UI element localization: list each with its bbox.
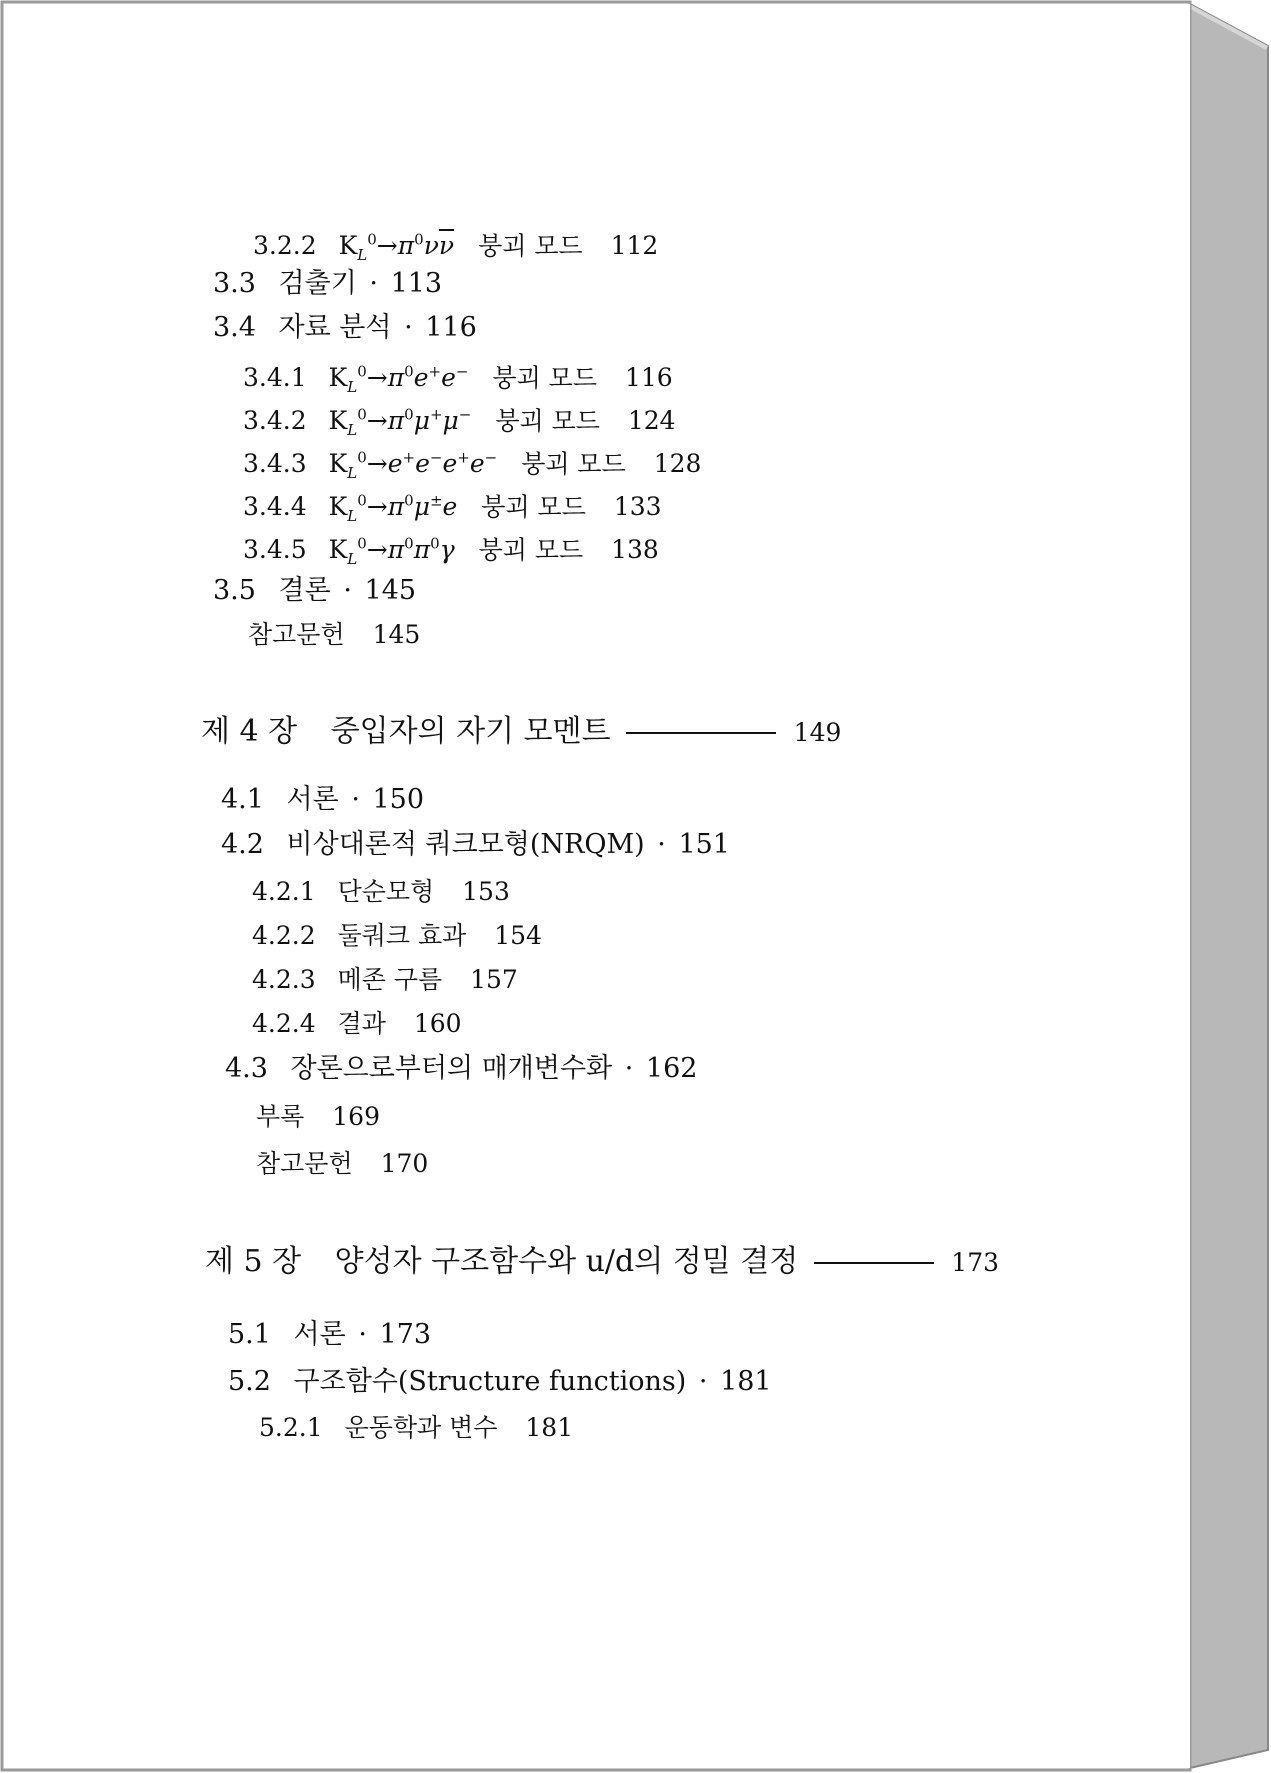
toc-entry-3-3: [213, 268, 442, 300]
chapter-number: 제 4 장: [201, 714, 298, 749]
toc-chapter-4: [201, 716, 841, 749]
formula: $K_L^0\to e^+e^-e^+e^-$: [328, 449, 498, 483]
page-number: 150: [372, 784, 425, 815]
page-number: 116: [624, 363, 673, 393]
toc-entry-3-5: [213, 575, 416, 607]
section-number: 4.2.3: [252, 965, 316, 994]
section-title: 붕괴 모드: [481, 492, 586, 522]
section-number: 3.5: [213, 575, 256, 606]
section-number: 4.2.2: [252, 921, 316, 950]
toc-entry-3-4-2: [243, 399, 676, 446]
section-number: 3.4.1: [243, 363, 307, 393]
section-title: 부록: [256, 1102, 305, 1131]
page-number: 153: [462, 877, 510, 906]
page-number: 133: [613, 492, 662, 522]
section-number: 4.2: [221, 829, 264, 860]
section-title: 참고문헌: [248, 620, 345, 649]
section-title: 붕괴 모드: [521, 449, 626, 479]
toc-entry-4-2-2: [252, 920, 542, 952]
page-number: 160: [413, 1009, 462, 1038]
section-number: 5.2: [228, 1366, 271, 1397]
page-number: 169: [332, 1102, 380, 1131]
toc-entry-3-4-3: [243, 442, 701, 489]
page-number: 124: [627, 406, 676, 436]
section-title: 결과: [337, 1009, 386, 1038]
separator: ·: [657, 829, 666, 860]
formula: $K_L^0\to\pi^0\nu\overline{\nu}$: [338, 231, 455, 265]
section-title: 자료 분석: [278, 312, 392, 343]
page-number: 113: [390, 268, 443, 299]
section-title: 메존 구름: [337, 965, 443, 994]
page-number: 157: [470, 965, 518, 994]
toc-entry-3-4-1: [243, 356, 673, 403]
section-title: 참고문헌: [256, 1149, 353, 1178]
page-number: 173: [379, 1319, 432, 1350]
chapter-title: 중입자의 자기 모멘트: [330, 714, 611, 749]
page-number: 170: [380, 1149, 429, 1178]
section-title: 장론으로부터의 매개변수화: [290, 1053, 613, 1084]
separator: ·: [369, 268, 378, 299]
toc-entry-appendix-4: [256, 1101, 380, 1133]
section-number: 4.2.1: [252, 877, 316, 906]
toc-entry-references-3: [248, 619, 420, 651]
leader-rule: [814, 1262, 934, 1264]
separator: ·: [343, 575, 352, 606]
toc-entry-4-2-1: [252, 876, 510, 908]
toc-entry-references-4: [256, 1148, 428, 1180]
toc-page: [4, 4, 1190, 1768]
toc-entry-4-2: [221, 829, 730, 861]
section-number: 3.4.2: [243, 406, 307, 436]
section-title: 서론: [293, 1319, 346, 1350]
section-number: 3.2.2: [253, 231, 317, 261]
section-number: 3.4.3: [243, 449, 307, 479]
section-title: 붕괴 모드: [495, 406, 600, 436]
page-number: 181: [720, 1366, 772, 1397]
section-title: 비상대론적 쿼크모형(NRQM): [286, 829, 645, 860]
section-number: 3.3: [213, 268, 256, 299]
toc-entry-3-2-2: [253, 224, 658, 271]
section-number: 5.2.1: [259, 1413, 323, 1442]
separator: ·: [351, 784, 360, 815]
toc-entry-4-2-4: [252, 1008, 462, 1040]
page-number: 149: [793, 718, 842, 747]
page-number: 162: [645, 1053, 698, 1084]
page-number: 181: [525, 1413, 574, 1442]
separator: ·: [404, 312, 413, 343]
toc-entry-5-2-1: [259, 1412, 573, 1444]
toc-chapter-5: [205, 1246, 999, 1279]
section-number: 4.3: [225, 1053, 268, 1084]
section-title: 붕괴 모드: [492, 363, 597, 393]
toc-entry-4-1: [221, 784, 424, 816]
toc-entry-5-2: [228, 1366, 772, 1398]
section-title: 서론: [286, 784, 339, 815]
section-title: 결론: [278, 575, 331, 606]
page-number: 116: [425, 312, 477, 343]
page-number: 128: [653, 449, 702, 479]
chapter-title: 양성자 구조함수와 u/d의 정밀 결정: [334, 1244, 799, 1279]
section-number: 4.1: [221, 784, 264, 815]
section-number: 3.4.5: [243, 535, 307, 565]
section-title: 운동학과 변수: [344, 1413, 498, 1442]
separator: ·: [698, 1366, 708, 1397]
section-title: 구조함수(Structure functions): [293, 1366, 687, 1397]
section-title: 단순모형: [337, 877, 435, 906]
page-number: 154: [494, 921, 542, 950]
chapter-number: 제 5 장: [205, 1244, 302, 1279]
toc-entry-4-3: [225, 1053, 697, 1085]
page-number: 138: [611, 535, 659, 565]
toc-entry-3-4: [213, 312, 477, 344]
toc-entry-3-4-5: [243, 528, 659, 575]
toc-entry-3-4-4: [243, 485, 662, 532]
section-title: 둘쿼크 효과: [337, 921, 467, 950]
section-number: 4.2.4: [252, 1009, 316, 1038]
section-title: 검출기: [278, 268, 357, 299]
page-number: 151: [678, 829, 730, 860]
formula: $K_L^0\to\pi^0\pi^0\gamma$: [328, 535, 455, 569]
leader-rule: [626, 732, 776, 734]
section-number: 3.4: [213, 312, 256, 343]
toc-entry-4-2-3: [252, 964, 518, 996]
formula: $K_L^0\to\pi^0\mu^+\mu^-$: [328, 406, 472, 440]
formula: $K_L^0\to\pi^0e^+e^-$: [328, 363, 469, 397]
page-number: 145: [364, 575, 417, 606]
section-number: 5.1: [228, 1319, 271, 1350]
separator: ·: [624, 1053, 634, 1084]
toc-entry-5-1: [228, 1319, 431, 1351]
page-number: 173: [951, 1248, 1000, 1277]
page-number: 112: [610, 231, 659, 261]
section-number: 3.4.4: [243, 492, 307, 522]
formula: $K_L^0\to\pi^0\mu^\pm e$: [328, 492, 458, 526]
separator: ·: [358, 1319, 367, 1350]
section-title: 붕괴 모드: [478, 231, 583, 261]
page-number: 145: [372, 620, 421, 649]
section-title: 붕괴 모드: [478, 535, 584, 565]
